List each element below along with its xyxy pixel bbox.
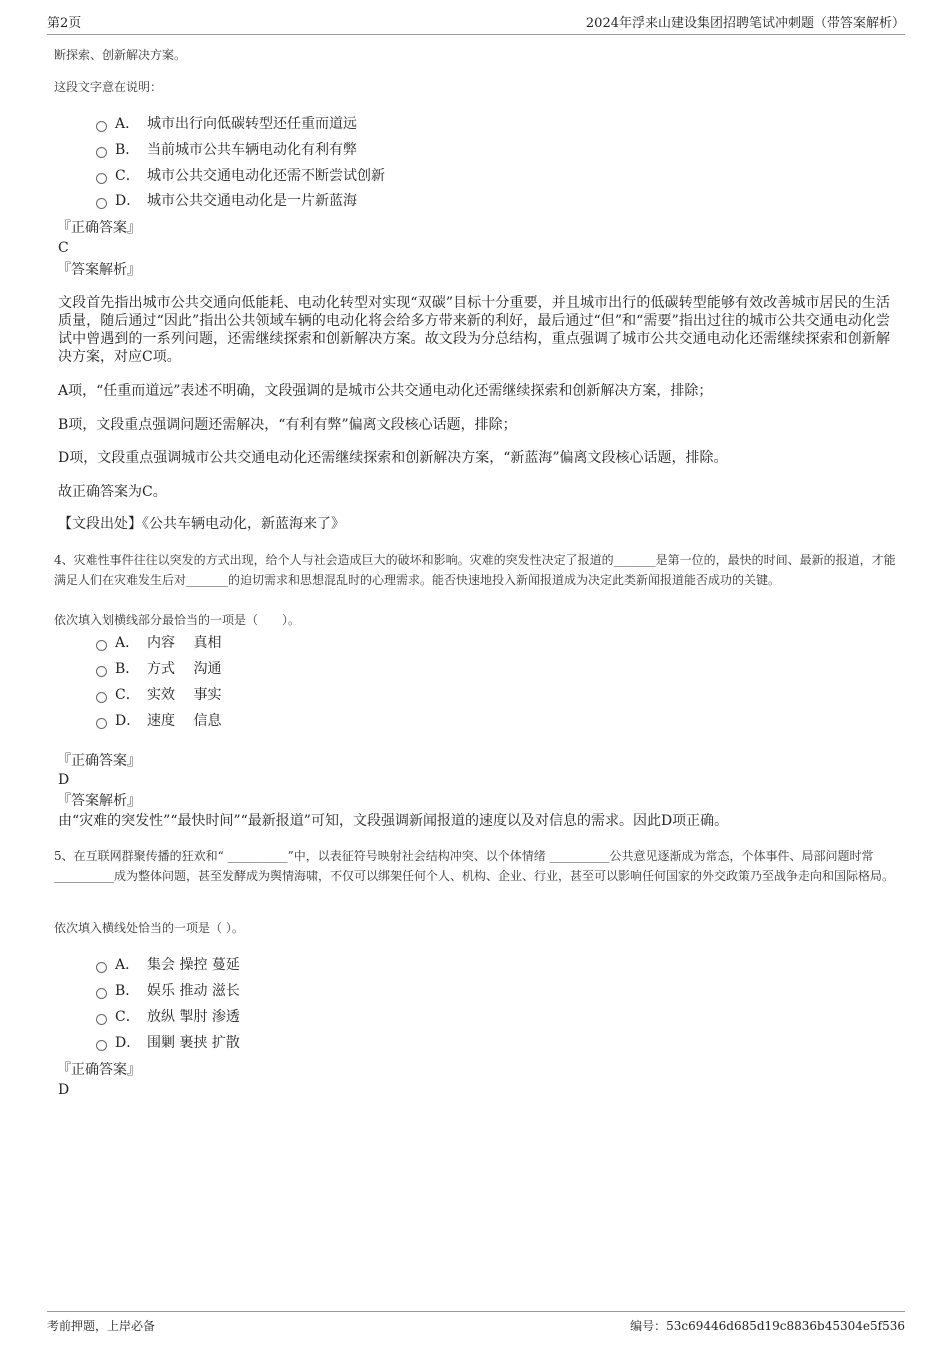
option-letter: C． xyxy=(115,1009,140,1025)
radio-icon[interactable] xyxy=(96,988,107,999)
radio-icon[interactable] xyxy=(96,962,107,973)
q4-prompt: 依次填入划横线部分最恰当的一项是（ ）。 xyxy=(54,613,301,627)
q5-option-d[interactable] xyxy=(96,1032,240,1054)
q3-option-d[interactable] xyxy=(96,190,357,212)
option-letter: B． xyxy=(115,661,140,677)
option-letter: C． xyxy=(115,168,140,184)
option-text: 放纵 掣肘 渗透 xyxy=(147,1009,240,1025)
radio-icon[interactable] xyxy=(96,718,107,729)
option-text: 速度 信息 xyxy=(147,713,222,729)
q4-option-a[interactable] xyxy=(96,632,221,654)
option-text: 内容 真相 xyxy=(147,635,222,651)
option-text: 方式 沟通 xyxy=(147,661,222,677)
q4-answer-label: 『正确答案』 xyxy=(57,753,141,769)
option-text: 集会 操控 蔓延 xyxy=(147,957,240,973)
q3-answer: C xyxy=(58,240,69,256)
q3-continued-text: 断探索、创新解决方案。 xyxy=(54,48,187,62)
q5-answer: D xyxy=(58,1082,70,1098)
option-letter: D． xyxy=(115,713,141,729)
page-footer xyxy=(47,1311,905,1336)
q4-option-b[interactable] xyxy=(96,658,221,680)
page-number: 第2页 xyxy=(47,16,82,31)
q3-analysis: 文段首先指出城市公共交通向低能耗、电动化转型对实现“双碳”目标十分重要，并且城市出行的低碳转型能够有效改善城市居民的生活质量，随后通过“因此”指出公共领域车辆的电动化将会给多方带来新的利好，最后通过“但”和“需要”指出过往的城市公共交通电动化尝试中曾遇到的一系列问题，还需继续探索和创新解决方案。故文段为分总结构，重点强调了城市公共交通电动化还需继续探索和创新解决方案，对应C项。 xyxy=(58,295,890,365)
page-header xyxy=(47,14,905,35)
radio-icon[interactable] xyxy=(96,1014,107,1025)
option-text: 城市出行向低碳转型还任重而道远 xyxy=(147,116,357,132)
q4-analysis: 由“灾难的突发性”“最快时间”“最新报道”可知，文段强调新闻报道的速度以及对信息的需求。因此D项正确。 xyxy=(58,813,729,829)
radio-icon[interactable] xyxy=(96,147,107,158)
document-title: 2024年浮来山建设集团招聘笔试冲刺题（带答案解析） xyxy=(585,16,905,31)
q3-option-c[interactable] xyxy=(96,165,385,187)
q5-stem: 5、在互联网群聚传播的狂欢和“ __________”中，以表征符号映射社会结构冲突、以个体情绪 __________公共意见逐渐成为常态，个体事件、局部问题时常 __________成为整体问题，甚至发酵成为舆情海啸，不仅可以绑架任何个人、机构、企业、行业，甚至可以影响任何国家的外交政策乃至战争走向和国际格局。 xyxy=(54,849,895,883)
q5-option-c[interactable] xyxy=(96,1006,240,1028)
option-text: 城市公共交通电动化是一片新蓝海 xyxy=(147,193,357,209)
radio-icon[interactable] xyxy=(96,173,107,184)
option-text: 城市公共交通电动化还需不断尝试创新 xyxy=(147,168,385,184)
q5-option-b[interactable] xyxy=(96,980,240,1002)
q3-prompt: 这段文字意在说明： xyxy=(54,80,163,94)
q4-answer: D xyxy=(58,772,70,788)
option-letter: A． xyxy=(115,957,140,973)
option-letter: D． xyxy=(115,1035,141,1051)
option-letter: C． xyxy=(115,687,140,703)
q5-option-a[interactable] xyxy=(96,954,240,976)
option-text: 娱乐 推动 滋长 xyxy=(147,983,240,999)
q5-prompt: 依次填入横线处恰当的一项是（ ）。 xyxy=(54,921,244,935)
q3-answer-label: 『正确答案』 xyxy=(57,220,141,236)
q3-analysis-item-b: B项，文段重点强调问题还需解决，“有利有弊”偏离文段核心话题，排除； xyxy=(58,417,517,433)
q3-analysis-label: 『答案解析』 xyxy=(57,262,141,278)
q3-analysis-item-d: D项，文段重点强调城市公共交通电动化还需继续探索和创新解决方案，“新蓝海”偏离文段核心话题，排除。 xyxy=(58,450,728,466)
q4-analysis-label: 『答案解析』 xyxy=(57,793,141,809)
radio-icon[interactable] xyxy=(96,1040,107,1051)
option-letter: A． xyxy=(115,116,140,132)
footer-slogan: 考前押题，上岸必备 xyxy=(47,1319,156,1333)
q3-option-a[interactable] xyxy=(96,113,357,135)
radio-icon[interactable] xyxy=(96,198,107,209)
radio-icon[interactable] xyxy=(96,640,107,651)
q4-stem: 4、灾难性事件往往以突发的方式出现，给个人与社会造成巨大的破坏和影响。灾难的突发性决定了报道的_______是第一位的，最快的时间、最新的报道，才能满足人们在灾难发生后对_______的迫切需求和思想混乱时的心理需求。能否快速地投入新闻报道成为决定此类新闻报道能否成功的关键。 xyxy=(54,553,896,587)
radio-icon[interactable] xyxy=(96,666,107,677)
option-text: 实效 事实 xyxy=(147,687,222,703)
option-letter: B． xyxy=(115,983,140,999)
option-letter: A． xyxy=(115,635,140,651)
q3-option-b[interactable] xyxy=(96,139,357,161)
q5-answer-label: 『正确答案』 xyxy=(57,1062,141,1078)
q4-option-c[interactable] xyxy=(96,684,221,706)
radio-icon[interactable] xyxy=(96,121,107,132)
q3-source: 【文段出处】《公共车辆电动化，新蓝海来了》 xyxy=(58,516,345,532)
option-letter: B． xyxy=(115,142,140,158)
option-letter: D． xyxy=(115,193,141,209)
option-text: 围剿 裹挟 扩散 xyxy=(147,1035,240,1051)
q3-conclusion: 故正确答案为C。 xyxy=(58,484,167,500)
radio-icon[interactable] xyxy=(96,692,107,703)
q3-analysis-item-a: A项，“任重而道远”表述不明确，文段强调的是城市公共交通电动化还需继续探索和创新解决方案，排除； xyxy=(58,383,713,399)
document-serial: 编号：53c69446d685d19c8836b45304e5f536 xyxy=(630,1319,905,1333)
q4-option-d[interactable] xyxy=(96,710,221,732)
option-text: 当前城市公共车辆电动化有利有弊 xyxy=(147,142,357,158)
